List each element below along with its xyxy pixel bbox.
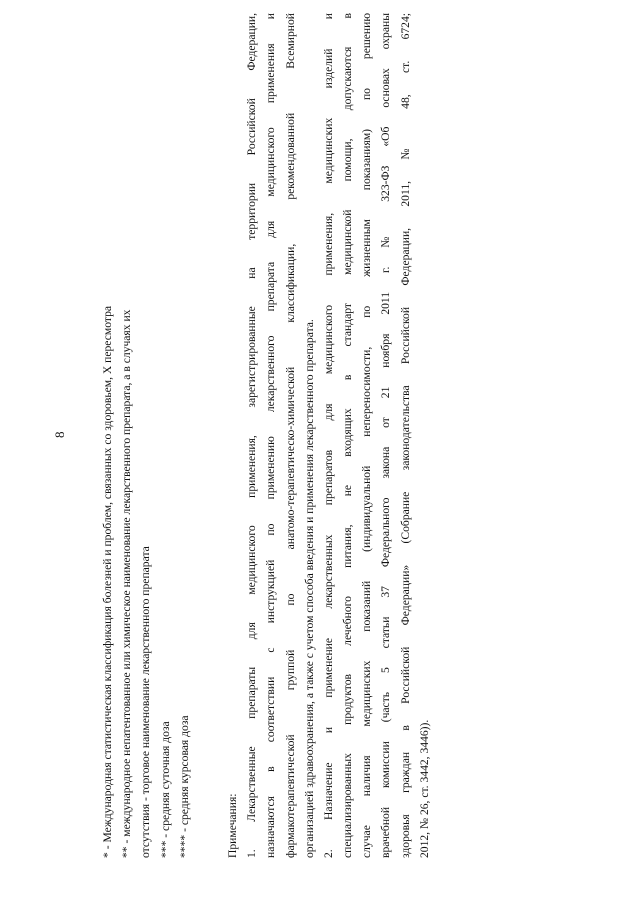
- note-2-line: здоровья граждан в Российской Федерации» (Собрание законодательства Российской Федерации, 2011, № 48, ст. 6724;: [398, 13, 412, 858]
- note-1-line: назначаются в соответствии с инструкцией по применению лекарственного препарата для медицинского применения и: [264, 13, 278, 858]
- note-1-line: 1. Лекарственные препараты для медицинского применения, зарегистрированные на территории Российской Федерации,: [245, 13, 259, 858]
- note-2-line: 2012, № 26, ст. 3442, 3446)).: [417, 719, 431, 858]
- notes-title: Примечания:: [225, 793, 239, 858]
- note-2-line: врачебной комиссии (часть 5 статьи 37 Федерального закона от 21 ноября 2011 г. № 323-ФЗ «Об основах охраны: [379, 13, 393, 858]
- footnotes: [98, 13, 194, 858]
- note-1-line: фармакотерапевтической группой по анатомо-терапевтическо-химической классификации, рекомендованной Всемирной: [283, 13, 297, 858]
- note-2-line: случае наличия медицинских показаний (индивидуальной непереносимости, по жизненным показаниям) по решению: [360, 13, 374, 858]
- spacer: [194, 13, 223, 858]
- page-number: 8: [52, 431, 67, 438]
- footnote-course-dose: **** - средняя курсовая доза: [177, 715, 191, 858]
- note-1: [242, 13, 319, 858]
- footnote-daily-dose: *** - средняя суточная доза: [158, 721, 172, 858]
- rotated-text-block: [52, 13, 434, 858]
- note-1-line: организацией здравоохранения, а также с учетом способа введения и применения лекарственного препарата.: [302, 319, 316, 858]
- footnote-icd: * - Международная статистическая классификация болезней и проблем, связанных со здоровьем, X пересмотра: [101, 305, 114, 858]
- note-2: [319, 13, 434, 858]
- footnote-inn-cont: отсутствия - торговое наименование лекарственного препарата: [139, 546, 153, 858]
- footnote-inn: ** - международное непатентованное или химическое наименование лекарственного препарата, а в случаях их: [120, 309, 134, 858]
- note-2-line: 2. Назначение и применение лекарственных препаратов для медицинского применения, медицинских изделий и: [321, 13, 335, 858]
- notes-section: [223, 13, 434, 858]
- note-2-line: специализированных продуктов лечебного питания, не входящих в стандарт медицинской помощи, допускаются в: [341, 13, 355, 858]
